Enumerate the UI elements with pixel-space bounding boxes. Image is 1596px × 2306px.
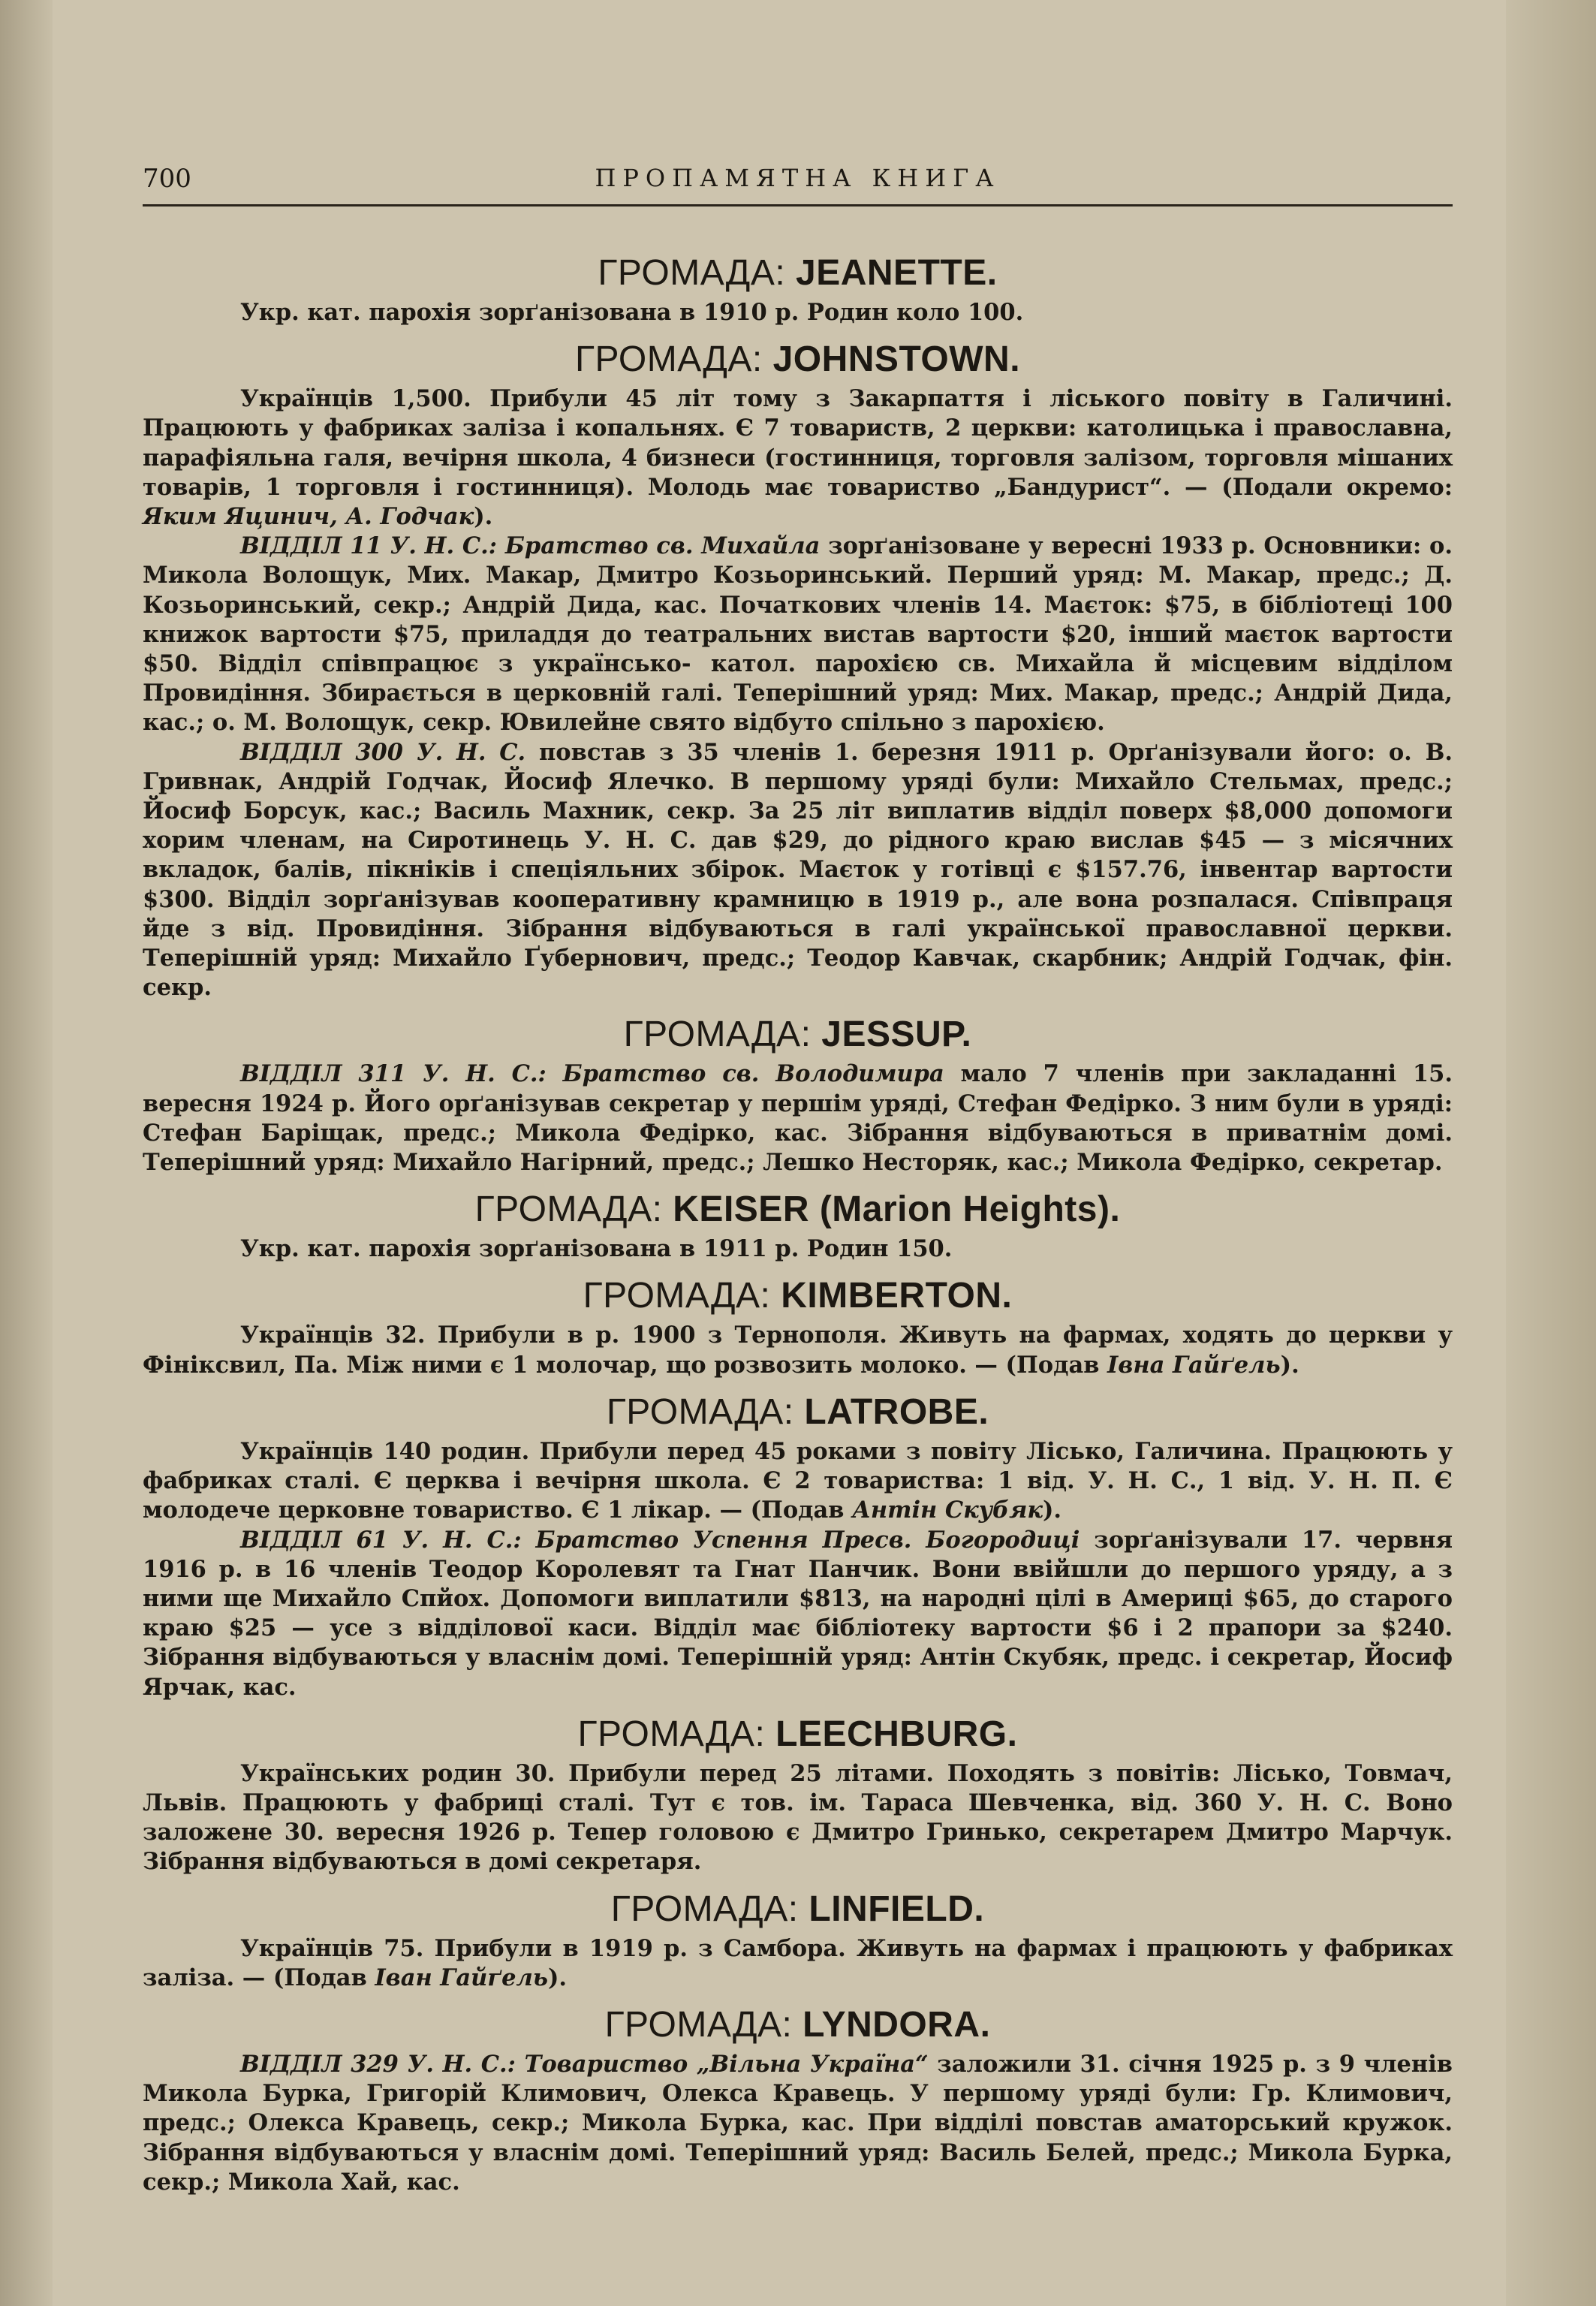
italic-text-run: ВІДДІЛ 11 У. Н. С.: Братство св. Михайла — [240, 532, 821, 560]
section-paragraph — [143, 298, 1453, 327]
section-heading — [143, 1013, 1453, 1057]
section-paragraph — [143, 1934, 1453, 1993]
text-run: повстав з 35 членів 1. березня 1911 р. Орґанізували його: о. В. Гривнак, Андрій Годчак, Йосиф Ялечко. В першому уряді були: Михайло Стельмах, предс.; Йосиф Борсук, кас.; Василь Махник, секр. За 25 літ виплатив відділ поверх $8,000 допомоги хорим членам, на Сиротинець У. Н. С. дав $29, до рідного краю вислав $45 — з місячних вкладок, балів, пікніків і спеціяльних збірок. Маєток у готівці є $157.76, інвентар вартости $300. Відділ зорґанізував кооперативну крамницю в 1919 р., але вона розпалася. Співпраця йде з від. Провидіння. Зібрання відбуваються в галі української православної церкви. Теперішній уряд: Михайло Ґубернович, предс.; Теодор Кавчак, скарбник; Андрій Годчак, фін. секр. — [143, 738, 1453, 1002]
section-place-name: JEANETTE. — [796, 253, 998, 293]
section-heading — [143, 1713, 1453, 1756]
section-paragraph — [143, 2050, 1453, 2197]
section-prefix: ГРОМАДА: — [474, 1189, 663, 1230]
text-run: ). — [1280, 1351, 1299, 1379]
text-run: Українських родин 30. Прибули перед 25 літами. Походять з повітів: Лісько, Товмач, Львів. Працюють у фабриці сталі. Тут є тов. ім. Тараса Шевченка, від. 360 У. Н. С. Воно заложене 30. вересня 1926 р. Тепер головою є Дмитро Гринько, секретарем Дмитро Марчук. Зібрання відбуваються в домі секретаря. — [143, 1759, 1453, 1876]
text-run: Укр. кат. парохія зорґанізована в 1911 р. Родин 150. — [240, 1235, 953, 1263]
section-paragraph — [143, 1437, 1453, 1526]
italic-text-run: ВІДДІЛ 300 У. Н. С. — [240, 738, 526, 766]
text-run: мало 7 членів при закладанні 15. вересня 1924 р. Його орґанізував секретар у першім уряді, Стефан Федірко. З ним були в уряді: Стефан Баріщак, предс.; Микола Федірко, кас. Зібрання відбуваються в приватнім домі. Теперішний уряд: Михайло Нагірний, предс.; Лешко Несторяк, кас.; Микола Федірко, секретар. — [143, 1060, 1453, 1177]
section-paragraph — [143, 384, 1453, 532]
text-run: зорґанізоване у вересні 1933 р. Основники: о. Микола Волощук, Мих. Макар, Дмитро Козьоринський. Перший уряд: М. Макар, предс.; Д. Козьоринський, секр.; Андрій Дида, кас. Початкових членів 14. Маєток: $75, в бібліотеці 100 книжок вартости $75, приладдя до театральних вистав вартости $20, інший маєток вартости $50. Відділ співпрацює з українсько- катол. парохією св. Михайла й місцевим відділом Провидіння. Збирається в церковній галі. Теперішний уряд: Мих. Макар, предс.; Андрій Дида, кас.; о. М. Волощук, секр. Ювилейне свято відбуто спільно з парохією. — [143, 532, 1453, 737]
section-heading — [143, 1391, 1453, 1434]
italic-text-run: ВІДДІЛ 329 У. Н. С.: Товариство „Вільна Україна“ — [240, 2050, 929, 2078]
scan-margin-left — [0, 0, 53, 2306]
section-paragraph — [143, 1321, 1453, 1379]
section-place-name: LYNDORA. — [803, 2004, 991, 2045]
section-heading — [143, 252, 1453, 295]
italic-text-run: ВІДДІЛ 311 У. Н. С.: Братство св. Володимира — [240, 1060, 944, 1088]
text-run: Українців 75. Прибули в 1919 р. з Самбора. Живуть на фармах і працюють у фабриках заліза. — (Подав — [143, 1934, 1453, 1991]
text-run: Укр. кат. парохія зорґанізована в 1910 р. Родин коло 100. — [240, 299, 1024, 326]
text-run: ). — [474, 503, 493, 531]
section-heading — [143, 2003, 1453, 2047]
text-run: заложили 31. січня 1925 р. з 9 членів Микола Бурка, Григорій Климович, Олекса Кравець. У першому уряді були: Гр. Климович, предс.; Олекса Кравець, секр.; Микола Бурка, кас. При відділі повстав аматорський кружок. Зібрання відбуваються у власнім домі. Теперішний уряд: Василь Белей, предс.; Микола Бурка, секр.; Микола Хай, кас. — [143, 2050, 1453, 2196]
italic-text-run: Антін Скубяк — [852, 1497, 1043, 1524]
section-heading — [143, 1274, 1453, 1318]
page-content — [143, 206, 1453, 2197]
section-place-name: JOHNSTOWN. — [772, 339, 1021, 380]
italic-text-run: Яким Яцинич, А. Годчак — [143, 503, 474, 531]
running-title: ПРОПАМЯТНА КНИГА — [595, 164, 1001, 192]
section-prefix: ГРОМАДА: — [598, 253, 786, 293]
section-prefix: ГРОМАДА: — [610, 1889, 799, 1929]
section-paragraph — [143, 532, 1453, 737]
page-number: 700 — [143, 164, 191, 194]
section-paragraph — [143, 1526, 1453, 1702]
section-place-name: KEISER (Marion Heights). — [673, 1189, 1121, 1230]
section-prefix: ГРОМАДА: — [606, 1391, 794, 1432]
text-run: ). — [1042, 1497, 1062, 1524]
section-place-name: KIMBERTON. — [781, 1276, 1013, 1316]
italic-text-run: Іван Гайґель — [375, 1964, 548, 1991]
text-run: зорґанізували 17. червня 1916 р. в 16 членів Теодор Королевят та Гнат Панчик. Вони ввійшли до першого уряду, а з ними ще Михайло Спйох. Допомоги виплатили $813, на народні цілі в Америці $65, до старого краю $25 — усе з відділової каси. Відділ має бібліотеку вартости $6 і 2 прапори за $240. Зібрання відбуваються у власнім домі. Теперішній уряд: Антін Скубяк, предс. і секретар, Йосиф Ярчак, кас. — [143, 1526, 1453, 1701]
italic-text-run: ВІДДІЛ 61 У. Н. С.: Братство Успення Пресв. Богородиці — [240, 1526, 1080, 1554]
text-run: Українців 140 родин. Прибули перед 45 роками з повіту Лісько, Галичина. Працюють у фабриках сталі. Є церква і вечірня школа. Є 2 товариства: 1 від. У. Н. С., 1 від. У. Н. П. Є молодече церковне товариство. Є 1 лікар. — (Подав — [143, 1437, 1453, 1524]
text-run: Українців 1,500. Прибули 45 літ тому з Закарпаття і ліського повіту в Галичині. Працюють у фабриках заліза і копальнях. Є 7 товариств, 2 церкви: католицька і православна, парафіяльна галя, вечірня школа, 4 бизнеси (гостинниця, торговля залізом, торговля мішаних товарів, 1 торговля і гостинниця). Молодь має товариство „Бандурист“. — (Подали окремо: — [143, 385, 1453, 501]
section-place-name: LATROBE. — [804, 1391, 989, 1432]
section-paragraph — [143, 1759, 1453, 1877]
section-place-name: LEECHBURG. — [775, 1714, 1018, 1754]
book-page — [143, 158, 1453, 2197]
page-header — [143, 158, 1453, 206]
text-run: ). — [548, 1964, 568, 1991]
section-prefix: ГРОМАДА: — [574, 339, 763, 380]
section-prefix: ГРОМАДА: — [623, 1014, 812, 1055]
italic-text-run: Івна Гайґель — [1107, 1351, 1281, 1379]
section-paragraph — [143, 1060, 1453, 1177]
section-place-name: JESSUP. — [821, 1014, 972, 1055]
section-prefix: ГРОМАДА: — [577, 1714, 766, 1754]
text-run: Українців 32. Прибули в р. 1900 з Тернополя. Живуть на фармах, ходять до церкви у Фініксвил, Па. Між ними є 1 молочар, що розвозить молоко. — (Подав — [143, 1322, 1453, 1379]
section-place-name: LINFIELD. — [809, 1889, 985, 1929]
section-heading — [143, 1888, 1453, 1931]
section-prefix: ГРОМАДА: — [583, 1276, 771, 1316]
section-heading — [143, 338, 1453, 381]
scan-margin-right — [1506, 0, 1596, 2306]
section-prefix: ГРОМАДА: — [604, 2004, 793, 2045]
section-heading — [143, 1188, 1453, 1231]
section-paragraph — [143, 1234, 1453, 1264]
section-paragraph — [143, 738, 1453, 1003]
